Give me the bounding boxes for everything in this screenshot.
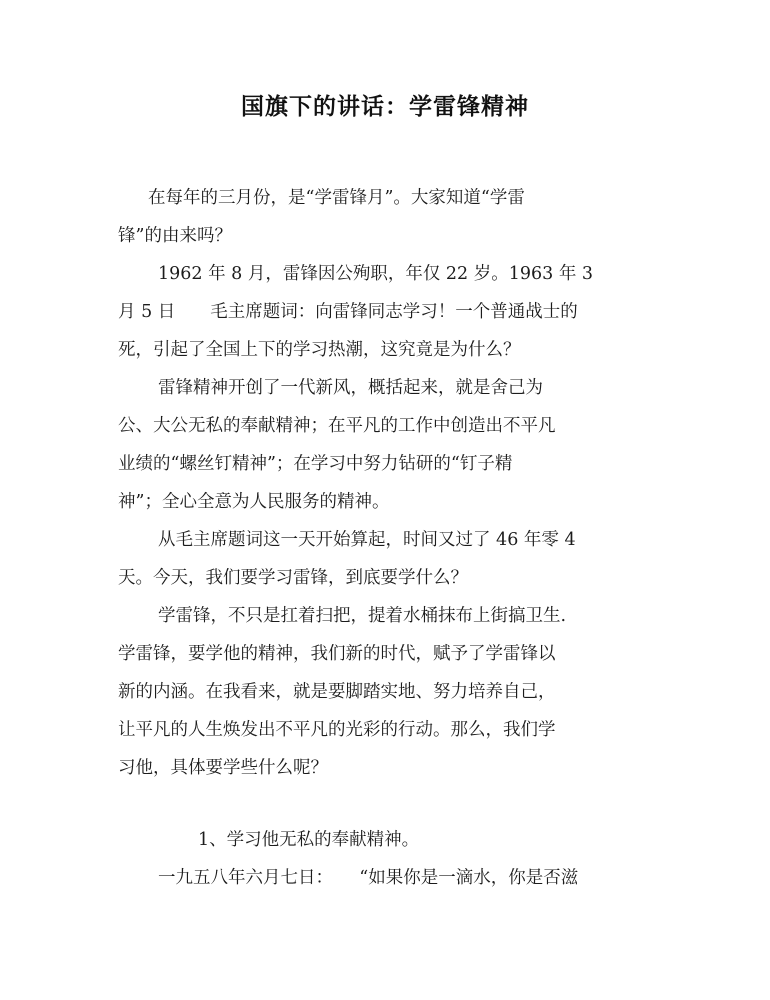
paragraph-line: 锋”的由来吗？ [118, 226, 232, 246]
paragraph-line: 习他，具体要学些什么呢？ [118, 758, 328, 778]
paragraph-line: 从毛主席题词这一天开始算起，时间又过了 46 年零 4 [158, 530, 576, 550]
paragraph-line: 在每年的三月份，是“学雷锋月”。大家知道“学雷 [148, 188, 525, 208]
paragraph-line: 业绩的“螺丝钉精神”；在学习中努力钻研的“钉子精 [118, 454, 513, 474]
paragraph-line: 月 5 日 毛主席题词：向雷锋同志学习！一个普通战士的 [118, 302, 578, 322]
paragraph-line: 让平凡的人生焕发出不平凡的光彩的行动。那么，我们学 [118, 720, 556, 740]
paragraph-line: 1962 年 8 月，雷锋因公殉职，年仅 22 岁。1963 年 3 [158, 264, 594, 284]
paragraph-line: 学雷锋，不只是扛着扫把，提着水桶抹布上街搞卫生. [158, 606, 567, 626]
paragraph-line: 一九五八年六月七日： “如果你是一滴水，你是否滋 [158, 868, 579, 888]
paragraph-line: 公、大公无私的奉献精神；在平凡的工作中创造出不平凡 [118, 416, 556, 436]
paragraph-line: 学雷锋，要学他的精神，我们新的时代，赋予了学雷锋以 [118, 644, 556, 664]
paragraph-line: 死，引起了全国上下的学习热潮，这究竟是为什么？ [118, 340, 521, 360]
paragraph-line: 天。今天，我们要学习雷锋，到底要学什么？ [118, 568, 468, 588]
document-title: 国旗下的讲话：学雷锋精神 [241, 94, 529, 120]
paragraph-line: 神”；全心全意为人民服务的精神。 [118, 492, 390, 512]
section-heading: 1、学习他无私的奉献精神。 [198, 830, 420, 850]
paragraph-line: 雷锋精神开创了一代新风，概括起来，就是舍己为 [158, 378, 543, 398]
paragraph-line: 新的内涵。在我看来，就是要脚踏实地、努力培养自己， [118, 682, 556, 702]
